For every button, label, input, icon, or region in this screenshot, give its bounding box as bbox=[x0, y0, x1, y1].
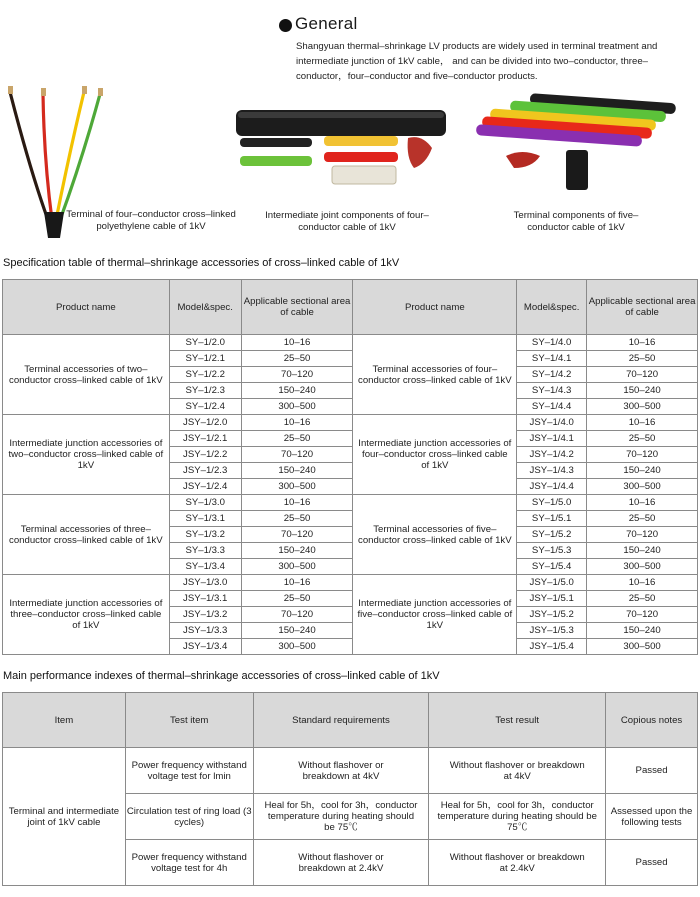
model-cell: JSY–1/4.2 bbox=[517, 447, 587, 463]
five-conductor-components-photo bbox=[470, 92, 680, 196]
general-heading: General bbox=[295, 14, 358, 33]
area-cell: 25–50 bbox=[241, 431, 353, 447]
area-cell: 150–240 bbox=[241, 383, 353, 399]
header-area-left: Applicable sectional area of cable bbox=[241, 280, 353, 335]
model-cell: JSY–1/2.2 bbox=[169, 447, 241, 463]
area-cell: 25–50 bbox=[587, 591, 698, 607]
result-cell: Without flashover or breakdown at 2.4kV bbox=[429, 840, 606, 886]
model-cell: SY–1/5.3 bbox=[517, 543, 587, 559]
header-standard-requirements: Standard requirements bbox=[253, 693, 429, 748]
joint-components-caption: Intermediate joint components of four–conductor cable of 1kV bbox=[265, 210, 429, 233]
area-cell: 25–50 bbox=[587, 511, 698, 527]
model-cell: SY–1/5.4 bbox=[517, 559, 587, 575]
product-name-cell: Terminal accessories of two–conductor cross–linked cable of 1kV bbox=[3, 335, 170, 415]
five-conductor-terminal-caption: Terminal components of five–conductor cable of 1kV bbox=[513, 210, 639, 233]
area-cell: 25–50 bbox=[587, 351, 698, 367]
product-name-cell: Intermediate junction accessories of five–conductor cross–linked cable of 1kV bbox=[353, 575, 517, 655]
product-name-cell: Intermediate junction accessories of four–conductor cross–linked cable of 1kV bbox=[353, 415, 517, 495]
model-cell: SY–1/2.1 bbox=[169, 351, 241, 367]
product-name-cell: Intermediate junction accessories of two–conductor cross–linked cable of 1kV bbox=[3, 415, 170, 495]
table-row bbox=[3, 415, 698, 431]
standard-cell: Without flashover or breakdown at 2.4kV bbox=[253, 840, 429, 886]
product-name-cell: Terminal accessories of five–conductor cross–linked cable of 1kV bbox=[353, 495, 517, 575]
area-cell: 300–500 bbox=[241, 399, 353, 415]
area-cell: 150–240 bbox=[587, 383, 698, 399]
area-cell: 300–500 bbox=[587, 479, 698, 495]
bullet-dot-icon bbox=[279, 19, 292, 32]
model-cell: SY–1/5.2 bbox=[517, 527, 587, 543]
header-copious-notes: Copious notes bbox=[606, 693, 698, 748]
area-cell: 10–16 bbox=[587, 575, 698, 591]
model-cell: SY–1/2.3 bbox=[169, 383, 241, 399]
spec-table bbox=[2, 279, 698, 655]
area-cell: 70–120 bbox=[587, 527, 698, 543]
area-cell: 10–16 bbox=[241, 415, 353, 431]
area-cell: 150–240 bbox=[241, 623, 353, 639]
model-cell: JSY–1/4.1 bbox=[517, 431, 587, 447]
header-product-name-left: Product name bbox=[3, 280, 170, 335]
standard-cell: Without flashover or breakdown at 4kV bbox=[253, 748, 429, 794]
model-cell: JSY–1/4.4 bbox=[517, 479, 587, 495]
area-cell: 10–16 bbox=[587, 415, 698, 431]
header-product-name-right: Product name bbox=[353, 280, 517, 335]
area-cell: 70–120 bbox=[241, 607, 353, 623]
table-row bbox=[3, 495, 698, 511]
area-cell: 70–120 bbox=[241, 447, 353, 463]
perf-table-title: Main performance indexes of thermal–shrinkage accessories of cross–linked cable of 1kV bbox=[3, 670, 440, 682]
notes-cell: Passed bbox=[606, 748, 698, 794]
performance-table bbox=[2, 692, 698, 886]
test-item-cell: Power frequency withstand voltage test for lmin bbox=[125, 748, 253, 794]
model-cell: JSY–1/5.4 bbox=[517, 639, 587, 655]
model-cell: JSY–1/3.4 bbox=[169, 639, 241, 655]
area-cell: 300–500 bbox=[241, 559, 353, 575]
area-cell: 150–240 bbox=[241, 463, 353, 479]
model-cell: JSY–1/3.0 bbox=[169, 575, 241, 591]
area-cell: 300–500 bbox=[241, 639, 353, 655]
table-row bbox=[3, 575, 698, 591]
model-cell: SY–1/4.2 bbox=[517, 367, 587, 383]
model-cell: JSY–1/5.1 bbox=[517, 591, 587, 607]
area-cell: 25–50 bbox=[241, 591, 353, 607]
header-item: Item bbox=[3, 693, 126, 748]
model-cell: JSY–1/5.2 bbox=[517, 607, 587, 623]
spec-table-title: Specification table of thermal–shrinkage accessories of cross–linked cable of 1kV bbox=[3, 257, 400, 269]
area-cell: 10–16 bbox=[241, 335, 353, 351]
area-cell: 10–16 bbox=[587, 335, 698, 351]
model-cell: JSY–1/4.0 bbox=[517, 415, 587, 431]
model-cell: JSY–1/3.2 bbox=[169, 607, 241, 623]
area-cell: 300–500 bbox=[587, 639, 698, 655]
area-cell: 300–500 bbox=[241, 479, 353, 495]
product-name-cell: Terminal accessories of four–conductor cross–linked cable of 1kV bbox=[353, 335, 517, 415]
result-cell: Without flashover or breakdown at 4kV bbox=[429, 748, 606, 794]
model-cell: JSY–1/3.1 bbox=[169, 591, 241, 607]
product-name-cell: Terminal accessories of three–conductor cross–linked cable of 1kV bbox=[3, 495, 170, 575]
area-cell: 300–500 bbox=[587, 399, 698, 415]
table-row bbox=[3, 748, 698, 794]
area-cell: 10–16 bbox=[241, 495, 353, 511]
model-cell: SY–1/3.3 bbox=[169, 543, 241, 559]
area-cell: 70–120 bbox=[241, 367, 353, 383]
model-cell: SY–1/4.1 bbox=[517, 351, 587, 367]
area-cell: 150–240 bbox=[587, 463, 698, 479]
test-item-cell: Power frequency withstand voltage test for 4h bbox=[125, 840, 253, 886]
model-cell: SY–1/3.0 bbox=[169, 495, 241, 511]
header-area-right: Applicable sectional area of cable bbox=[587, 280, 698, 335]
model-cell: SY–1/2.4 bbox=[169, 399, 241, 415]
area-cell: 300–500 bbox=[587, 559, 698, 575]
header-test-item: Test item bbox=[125, 693, 253, 748]
model-cell: JSY–1/5.0 bbox=[517, 575, 587, 591]
area-cell: 25–50 bbox=[587, 431, 698, 447]
model-cell: SY–1/5.1 bbox=[517, 511, 587, 527]
notes-cell: Passed bbox=[606, 840, 698, 886]
notes-cell: Assessed upon the following tests bbox=[606, 794, 698, 840]
model-cell: JSY–1/4.3 bbox=[517, 463, 587, 479]
product-name-cell: Intermediate junction accessories of three–conductor cross–linked cable of 1kV bbox=[3, 575, 170, 655]
four-conductor-terminal-caption: Terminal of four–conductor cross–linked polyethylene cable of 1kV bbox=[66, 209, 236, 232]
area-cell: 10–16 bbox=[241, 575, 353, 591]
standard-cell: Heal for 5h，cool for 3h，conductor temperature during heating should be 75℃ bbox=[253, 794, 429, 840]
model-cell: JSY–1/2.3 bbox=[169, 463, 241, 479]
model-cell: SY–1/4.0 bbox=[517, 335, 587, 351]
area-cell: 10–16 bbox=[587, 495, 698, 511]
model-cell: SY–1/3.4 bbox=[169, 559, 241, 575]
result-cell: Heal for 5h，cool for 3h，conductor temperature during heating should be 75℃ bbox=[429, 794, 606, 840]
model-cell: JSY–1/2.4 bbox=[169, 479, 241, 495]
header-model-left: Model&spec. bbox=[169, 280, 241, 335]
area-cell: 25–50 bbox=[241, 511, 353, 527]
test-item-cell: Circulation test of ring load (3 cycles) bbox=[125, 794, 253, 840]
spec-table-body bbox=[3, 335, 698, 655]
model-cell: JSY–1/5.3 bbox=[517, 623, 587, 639]
model-cell: JSY–1/3.3 bbox=[169, 623, 241, 639]
model-cell: SY–1/2.0 bbox=[169, 335, 241, 351]
table-row bbox=[3, 335, 698, 351]
area-cell: 150–240 bbox=[587, 623, 698, 639]
model-cell: SY–1/4.4 bbox=[517, 399, 587, 415]
model-cell: SY–1/5.0 bbox=[517, 495, 587, 511]
model-cell: JSY–1/2.1 bbox=[169, 431, 241, 447]
area-cell: 150–240 bbox=[587, 543, 698, 559]
model-cell: SY–1/3.2 bbox=[169, 527, 241, 543]
header-model-right: Model&spec. bbox=[517, 280, 587, 335]
header-test-result: Test result bbox=[429, 693, 606, 748]
model-cell: JSY–1/2.0 bbox=[169, 415, 241, 431]
general-description: Shangyuan thermal–shrinkage LV products are widely used in terminal treatment and intermediate junction of 1kV cable， and can be divided into two–conductor, three–conductor，four–conductor and five–conductor products. bbox=[296, 41, 658, 82]
area-cell: 70–120 bbox=[587, 447, 698, 463]
item-cell: Terminal and intermediate joint of 1kV cable bbox=[3, 748, 126, 886]
area-cell: 150–240 bbox=[241, 543, 353, 559]
area-cell: 70–120 bbox=[587, 607, 698, 623]
joint-components-photo bbox=[232, 104, 452, 196]
area-cell: 25–50 bbox=[241, 351, 353, 367]
area-cell: 70–120 bbox=[241, 527, 353, 543]
area-cell: 70–120 bbox=[587, 367, 698, 383]
model-cell: SY–1/2.2 bbox=[169, 367, 241, 383]
model-cell: SY–1/4.3 bbox=[517, 383, 587, 399]
model-cell: SY–1/3.1 bbox=[169, 511, 241, 527]
